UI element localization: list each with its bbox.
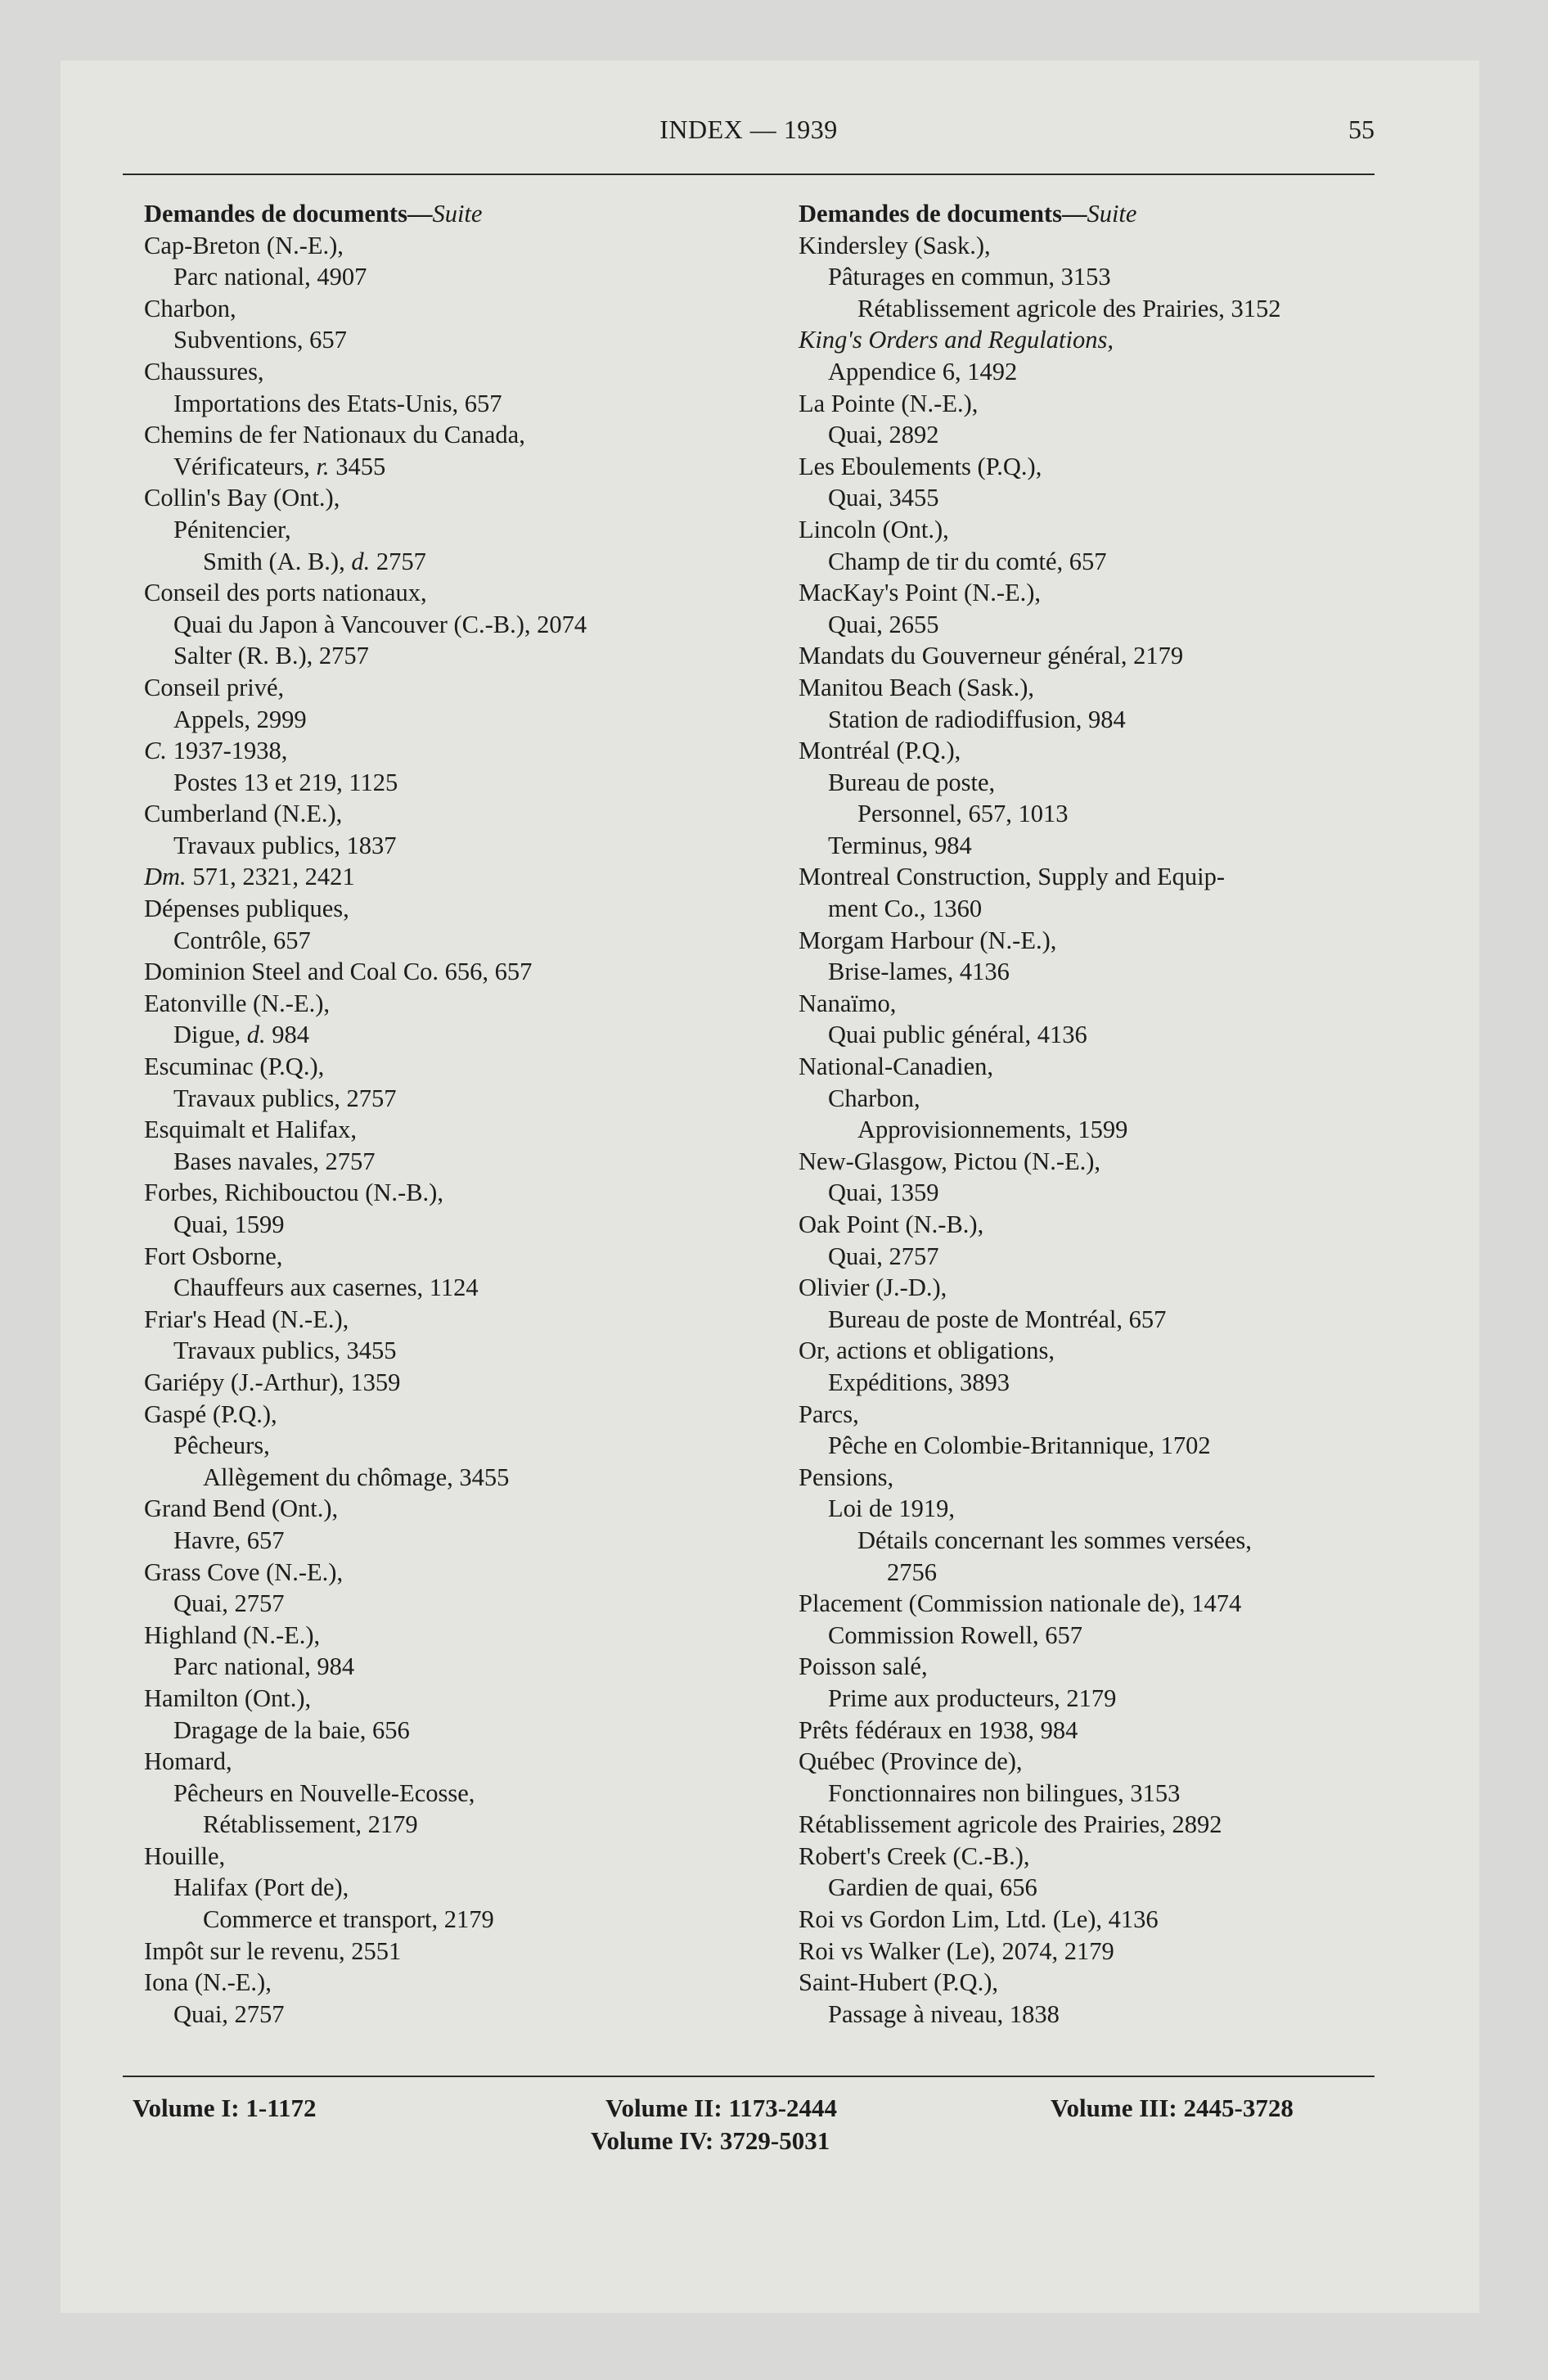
index-entry: Cap-Breton (N.-E.),	[144, 231, 344, 259]
index-entry: Rétablissement agricole des Prairies, 2892	[799, 1810, 1222, 1839]
index-entry: Smith (A. B.), d. 2757	[203, 547, 426, 575]
column-heading	[144, 198, 782, 230]
index-entry: Vérificateurs, r. 3455	[173, 452, 386, 480]
volume-range-3: Volume III: 2445-3728	[1051, 2094, 1294, 2122]
index-entry: Escuminac (P.Q.),	[144, 1053, 325, 1081]
index-entry: Passage à niveau, 1838	[828, 1999, 1060, 2028]
index-entry: Forbes, Richibouctou (N.-B.),	[144, 1179, 443, 1207]
index-entry: La Pointe (N.-E.),	[799, 389, 979, 417]
column-heading-main: Demandes de documents—	[144, 200, 433, 228]
index-entry: Loi de 1919,	[828, 1494, 956, 1523]
index-entry: Dominion Steel and Coal Co. 656, 657	[144, 958, 533, 986]
index-entry: Allègement du chômage, 3455	[203, 1463, 510, 1491]
index-entry: Or, actions et obligations,	[799, 1336, 1055, 1365]
index-entries-left	[144, 230, 782, 2031]
index-entry: Pénitencier,	[173, 515, 291, 543]
index-entry: Lincoln (Ont.),	[799, 515, 949, 543]
index-entry: Grass Cove (N.-E.),	[144, 1557, 344, 1586]
index-entry: Charbon,	[144, 294, 236, 322]
index-entry: Iona (N.-E.),	[144, 1968, 272, 1997]
index-entry: Appels, 2999	[173, 705, 307, 733]
index-entry: Commerce et transport, 2179	[203, 1905, 494, 1934]
index-entry: Rétablissement agricole des Prairies, 3152	[857, 294, 1281, 322]
index-entry: Oak Point (N.-B.),	[799, 1210, 984, 1238]
index-entry: Digue, d. 984	[173, 1021, 310, 1049]
index-entry: Dm. 571, 2321, 2421	[144, 863, 355, 891]
index-entry: Salter (R. B.), 2757	[173, 642, 369, 670]
index-entries-right	[799, 230, 1388, 2031]
index-entry: Travaux publics, 2757	[173, 1084, 397, 1112]
index-entry: Quai, 2655	[828, 610, 939, 638]
index-entry: Personnel, 657, 1013	[857, 800, 1069, 828]
index-entry: Robert's Creek (C.-B.),	[799, 1841, 1030, 1870]
index-entry: Morgam Harbour (N.-E.),	[799, 926, 1057, 954]
index-entry: Pêcheurs,	[173, 1431, 270, 1460]
index-entry: Gariépy (J.-Arthur), 1359	[144, 1368, 401, 1396]
index-entry: Travaux publics, 1837	[173, 831, 397, 859]
volume-range-4: Volume IV: 3729-5031	[591, 2126, 830, 2155]
index-entry: Champ de tir du comté, 657	[828, 547, 1107, 575]
index-entry: Gardien de quai, 656	[828, 1873, 1037, 1902]
index-entry: Quai, 1599	[173, 1210, 285, 1238]
index-entry: Homard,	[144, 1747, 232, 1776]
index-entry: Contrôle, 657	[173, 926, 311, 954]
index-entry: Expéditions, 3893	[828, 1368, 1010, 1396]
column-heading-suite: Suite	[1087, 200, 1137, 228]
volume-range-1: Volume I: 1-1172	[133, 2094, 317, 2122]
index-entry: Appendice 6, 1492	[828, 357, 1018, 385]
index-entry: Quai du Japon à Vancouver (C.-B.), 2074	[173, 610, 587, 638]
index-entry: Placement (Commission nationale de), 1474	[799, 1589, 1242, 1618]
index-entry: Gaspé (P.Q.),	[144, 1400, 277, 1428]
index-entry: Travaux publics, 3455	[173, 1336, 397, 1365]
index-entry: Poisson salé,	[799, 1652, 928, 1681]
index-entry: Quai, 2757	[173, 1589, 285, 1618]
footer-rule	[123, 2076, 1375, 2077]
index-entry: National-Canadien,	[799, 1053, 993, 1081]
index-entry: Prime aux producteurs, 2179	[828, 1684, 1117, 1712]
index-entry: Quai, 2757	[173, 1999, 285, 2028]
index-entry: Quai, 1359	[828, 1179, 939, 1207]
index-entry: Charbon,	[828, 1084, 920, 1112]
index-entry: Parc national, 984	[173, 1652, 355, 1681]
index-entry: New-Glasgow, Pictou (N.-E.),	[799, 1147, 1101, 1175]
index-entry: Terminus, 984	[828, 831, 972, 859]
index-entry: Esquimalt et Halifax,	[144, 1116, 358, 1144]
index-entry: Houille,	[144, 1841, 226, 1870]
index-entry: Détails concernant les sommes versées,	[857, 1526, 1252, 1554]
index-entry: Quai, 2892	[828, 421, 939, 449]
index-entry: MacKay's Point (N.-E.),	[799, 579, 1042, 607]
index-entry: Les Eboulements (P.Q.),	[799, 452, 1042, 480]
header-rule	[123, 174, 1375, 175]
volume-range-2: Volume II: 1173-2444	[605, 2094, 838, 2122]
index-entry: Fonctionnaires non bilingues, 3153	[828, 1778, 1181, 1807]
index-entry: Importations des Etats-Unis, 657	[173, 389, 502, 417]
index-entry: Quai public général, 4136	[828, 1021, 1087, 1049]
index-entry: Brise-lames, 4136	[828, 958, 1010, 986]
index-entry: King's Orders and Regulations,	[799, 326, 1114, 354]
index-entry: Quai, 2757	[828, 1242, 939, 1270]
index-entry: Rétablissement, 2179	[203, 1810, 418, 1839]
index-entry: Cumberland (N.E.),	[144, 800, 343, 828]
running-head	[123, 115, 1375, 156]
index-entry: Chemins de fer Nationaux du Canada,	[144, 421, 525, 449]
index-entry: Bureau de poste,	[828, 768, 996, 796]
index-entry: Chauffeurs aux casernes, 1124	[173, 1273, 479, 1302]
index-entry: Friar's Head (N.-E.),	[144, 1305, 349, 1333]
index-entry: Dragage de la baie, 656	[173, 1715, 410, 1744]
column-heading-main: Demandes de documents—	[799, 200, 1087, 228]
index-entry: Quai, 3455	[828, 484, 939, 512]
index-entry: C. 1937-1938,	[144, 737, 288, 765]
index-entry: Montreal Construction, Supply and Equip-	[799, 863, 1225, 891]
index-entry: Subventions, 657	[173, 326, 347, 354]
index-entry: Conseil des ports nationaux,	[144, 579, 427, 607]
index-entry: Halifax (Port de),	[173, 1873, 349, 1902]
index-entry: Dépenses publiques,	[144, 895, 349, 923]
index-entry: Approvisionnements, 1599	[857, 1116, 1128, 1144]
index-column-right	[799, 198, 1388, 2030]
index-entry: Grand Bend (Ont.),	[144, 1494, 339, 1523]
index-entry: Highland (N.-E.),	[144, 1620, 321, 1649]
index-entry: Chaussures,	[144, 357, 264, 385]
index-entry: Pâturages en commun, 3153	[828, 263, 1111, 291]
column-heading	[799, 198, 1388, 230]
index-entry: Manitou Beach (Sask.),	[799, 673, 1034, 701]
index-entry: Prêts fédéraux en 1938, 984	[799, 1715, 1078, 1744]
index-entry: Postes 13 et 219, 1125	[173, 768, 398, 796]
index-column-left	[144, 198, 782, 2030]
index-entry: Pensions,	[799, 1463, 894, 1491]
index-entry: Parcs,	[799, 1400, 859, 1428]
index-entry: Québec (Province de),	[799, 1747, 1023, 1776]
index-entry: Bureau de poste de Montréal, 657	[828, 1305, 1167, 1333]
index-entry: 2756	[887, 1557, 937, 1586]
index-entry: Havre, 657	[173, 1526, 285, 1554]
index-entry: Station de radiodiffusion, 984	[828, 705, 1126, 733]
index-entry: Conseil privé,	[144, 673, 285, 701]
index-entry: Roi vs Gordon Lim, Ltd. (Le), 4136	[799, 1905, 1159, 1934]
index-entry: Pêche en Colombie-Britannique, 1702	[828, 1431, 1211, 1460]
index-entry: Eatonville (N.-E.),	[144, 989, 330, 1017]
index-entry: Collin's Bay (Ont.),	[144, 484, 340, 512]
index-entry: Nanaïmo,	[799, 989, 897, 1017]
page-title: INDEX — 1939	[659, 115, 838, 144]
index-entry: Pêcheurs en Nouvelle-Ecosse,	[173, 1778, 475, 1807]
index-entry: Commission Rowell, 657	[828, 1620, 1082, 1649]
column-heading-suite: Suite	[432, 200, 483, 228]
index-entry: Roi vs Walker (Le), 2074, 2179	[799, 1936, 1114, 1965]
index-entry: Olivier (J.-D.),	[799, 1273, 947, 1302]
index-entry: Montréal (P.Q.),	[799, 737, 961, 765]
index-entry: Impôt sur le revenu, 2551	[144, 1936, 402, 1965]
index-entry: Bases navales, 2757	[173, 1147, 376, 1175]
index-entry: Kindersley (Sask.),	[799, 231, 991, 259]
index-entry: ment Co., 1360	[828, 895, 983, 923]
index-entry: Fort Osborne,	[144, 1242, 283, 1270]
page-number: 55	[1348, 115, 1375, 144]
index-entry: Mandats du Gouverneur général, 2179	[799, 642, 1184, 670]
index-entry: Parc national, 4907	[173, 263, 367, 291]
index-entry: Hamilton (Ont.),	[144, 1684, 312, 1712]
index-entry: Saint-Hubert (P.Q.),	[799, 1968, 998, 1997]
